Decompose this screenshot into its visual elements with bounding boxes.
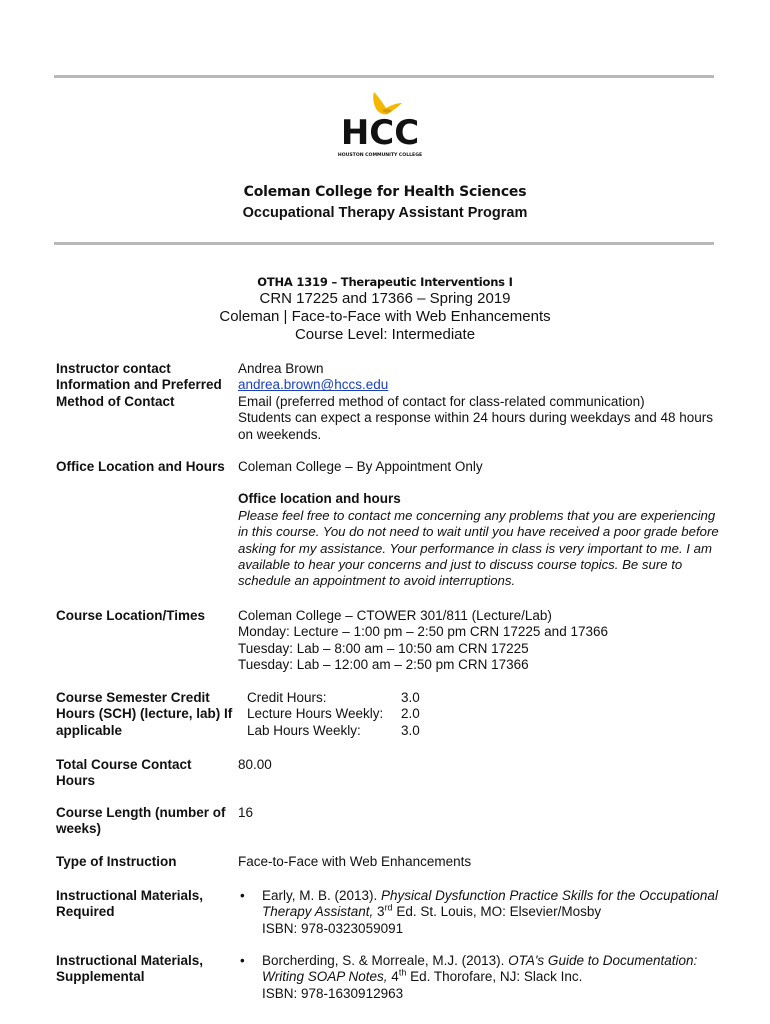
contact-hours-label: Total Course Contact Hours [56, 757, 192, 789]
svg-text:HCC: HCC [340, 113, 420, 153]
instructor-name: Andrea Brown [238, 361, 324, 376]
hours-name: Lecture Hours Weekly: [247, 706, 384, 722]
course-crn: CRN 17225 and 17366 – Spring 2019 [259, 290, 511, 307]
college-name: Coleman College for Health Sciences [243, 184, 527, 200]
contact-hours-value: 80.00 [238, 757, 272, 772]
course-mode: Coleman | Face-to-Face with Web Enhancements [219, 308, 551, 325]
hours-row [247, 706, 441, 722]
program-name: Occupational Therapy Assistant Program [242, 205, 528, 221]
credit-hours-table [247, 690, 441, 739]
office-subheading: Office location and hours [238, 491, 401, 507]
instruction-type-label: Type of Instruction [56, 854, 177, 869]
response-note: Students can expect a response within 24 hours during weekdays and 48 hours on weekends. [238, 410, 714, 442]
materials-supplemental-label: Instructional Materials, Supplemental [56, 953, 204, 985]
hours-value: 3.0 [401, 690, 420, 705]
book-edition: 3 [373, 904, 385, 920]
hours-row [247, 723, 441, 739]
office-label: Office Location and Hours [56, 459, 225, 474]
instructor-label: Instructor contact Information and Preferred Method of Contact [56, 361, 222, 409]
book-publisher: Ed. St. Louis, MO: Elsevier/Mosby [392, 904, 602, 920]
svg-text:HOUSTON COMMUNITY COLLEGE: HOUSTON COMMUNITY COLLEGE [337, 153, 423, 158]
top-divider [54, 75, 714, 78]
course-length-value: 16 [238, 805, 254, 820]
materials-required-label: Instructional Materials, Required [56, 888, 204, 920]
hours-name: Credit Hours: [247, 690, 327, 705]
location-line: Coleman College – CTOWER 301/811 (Lecture/Lab) [238, 608, 552, 623]
hours-name: Lab Hours Weekly: [247, 722, 361, 738]
course-level: Course Level: Intermediate [294, 326, 476, 343]
book-isbn: ISBN: 978-1630912963 [262, 985, 404, 1001]
book-title: OTA's Guide to Documentation: Writing SOAP Notes, [262, 953, 698, 985]
course-length-label: Course Length (number of weeks) [56, 805, 226, 837]
book-author: Borcherding, S. & Morreale, M.J. (2013). [262, 953, 509, 968]
location-line: Tuesday: Lab – 8:00 am – 10:50 am CRN 17225 [238, 640, 529, 656]
middle-divider [54, 242, 714, 245]
book-edition: 4 [387, 969, 399, 985]
location-line: Tuesday: Lab – 12:00 am – 2:50 pm CRN 17366 [238, 657, 529, 673]
book-edition-suffix: rd [384, 902, 393, 913]
instructor-email-link[interactable]: andrea.brown@hccs.edu [238, 377, 389, 393]
course-title: OTHA 1319 – Therapeutic Interventions I [257, 275, 513, 289]
book-title: Physical Dysfunction Practice Skills for the Occupational Therapy Assistant, [262, 888, 718, 920]
book-isbn: ISBN: 978-0323059091 [262, 920, 404, 936]
hcc-logo [330, 86, 430, 166]
book-author: Early, M. B. (2013). [262, 888, 382, 903]
book-edition-suffix: th [398, 967, 407, 978]
hours-row [247, 690, 441, 706]
bullet-icon: • [240, 953, 245, 968]
hours-value: 2.0 [401, 706, 420, 722]
credit-hours-label: Course Semester Credit Hours (SCH) (lecture, lab) If applicable [56, 690, 233, 738]
contact-note: Email (preferred method of contact for class-related communication) [238, 393, 645, 409]
bullet-icon: • [240, 888, 245, 903]
book-publisher: Ed. Thorofare, NJ: Slack Inc. [406, 969, 583, 985]
course-location-label: Course Location/Times [56, 608, 206, 623]
hours-value: 3.0 [401, 722, 420, 738]
instruction-type-value: Face-to-Face with Web Enhancements [238, 854, 472, 869]
office-location: Coleman College – By Appointment Only [238, 459, 483, 474]
location-line: Monday: Lecture – 1:00 pm – 2:50 pm CRN 17225 and 17366 [238, 624, 608, 640]
office-message: Please feel free to contact me concerning any problems that you are experiencing in this course. You do not need to wait until you have received a poor grade before asking for my assistance. Your performance in class is very important to me. I am available to hear your concerns and just to discuss course topics. Be sure to schedule an appointment to avoid interruptions. [238, 507, 719, 589]
